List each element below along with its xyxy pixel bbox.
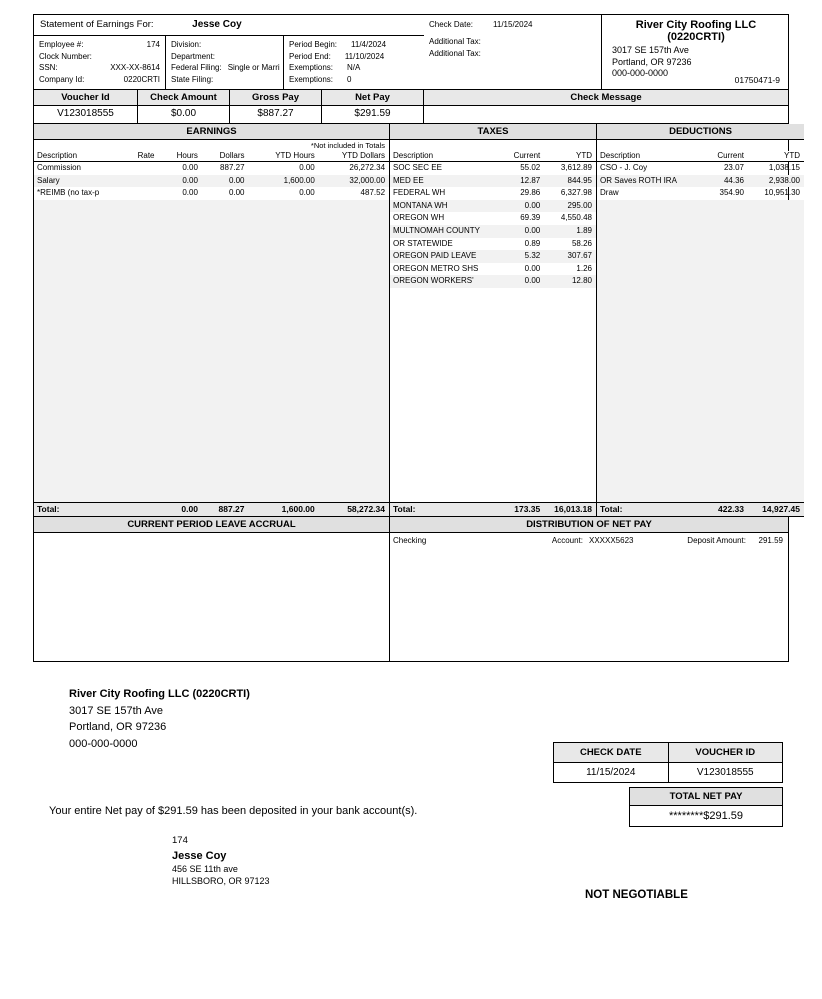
additional-tax-label-2: Additional Tax: bbox=[429, 49, 481, 58]
deductions-total-label: Total: bbox=[600, 503, 623, 514]
earnings-hours: 0.00 bbox=[182, 163, 198, 172]
deductions-note-spacer bbox=[597, 140, 804, 151]
payee-address-1: 456 SE 11th ave bbox=[172, 864, 238, 874]
employee-name: Jesse Coy bbox=[192, 19, 242, 30]
earnings-description: Salary bbox=[37, 175, 60, 185]
check-date-block bbox=[424, 15, 602, 89]
deduction-description: Draw bbox=[600, 188, 619, 198]
earnings-header-dollars: Dollars bbox=[219, 151, 245, 160]
earnings-rate bbox=[114, 162, 159, 175]
tax-description: MULTNOMAH COUNTY bbox=[393, 225, 480, 235]
tax-current: 0.00 bbox=[524, 200, 541, 210]
deduction-description: CSO - J. Coy bbox=[600, 163, 648, 172]
detail-section bbox=[34, 124, 800, 517]
table-row bbox=[390, 200, 596, 213]
check-date-voucher-table bbox=[553, 742, 783, 783]
table-row bbox=[390, 263, 596, 276]
tax-description: MED EE bbox=[393, 175, 424, 185]
spacer-row bbox=[597, 200, 804, 502]
earnings-total-label: Total: bbox=[37, 503, 60, 514]
earnings-note: *Not included in Totals bbox=[310, 141, 385, 150]
table-row bbox=[390, 162, 596, 175]
tax-ytd: 6,327.98 bbox=[560, 188, 592, 198]
tax-current: 29.86 bbox=[520, 188, 541, 198]
earnings-description: Commission bbox=[37, 163, 82, 172]
earnings-total-row bbox=[34, 502, 389, 517]
table-row bbox=[34, 162, 389, 175]
employee-number-value: 174 bbox=[146, 40, 160, 49]
spacer-row bbox=[390, 288, 596, 502]
earnings-ytd-dollars: 26,272.34 bbox=[349, 163, 386, 172]
deductions-header-description: Description bbox=[600, 151, 641, 160]
check-amount-header: Check Amount bbox=[138, 90, 229, 106]
check-company-phone: 000-000-0000 bbox=[69, 737, 138, 750]
clock-number-value bbox=[154, 51, 160, 63]
earnings-rows bbox=[34, 162, 389, 502]
check-amount-column bbox=[138, 90, 230, 123]
leave-accrual-body bbox=[34, 533, 389, 661]
earnings-dollars: 887.27 bbox=[220, 163, 245, 172]
deductions-header-ytd: YTD bbox=[784, 151, 800, 160]
exemptions-label-1: Exemptions: bbox=[289, 63, 334, 72]
company-address-1: 3017 SE 157th Ave bbox=[612, 45, 689, 55]
total-net-pay-label: TOTAL NET PAY bbox=[630, 788, 782, 806]
period-end-value: 11/10/2024 bbox=[344, 51, 385, 61]
employee-detail-grid bbox=[34, 36, 424, 89]
deduction-current: 44.36 bbox=[723, 175, 744, 185]
earnings-panel bbox=[34, 124, 390, 517]
check-amount-value: $0.00 bbox=[170, 108, 197, 119]
deductions-header-current: Current bbox=[717, 151, 744, 160]
ssn-value: XXX-XX-8614 bbox=[110, 63, 160, 72]
taxes-total-ytd: 16,013.18 bbox=[554, 503, 592, 514]
voucher-id-value: V123018555 bbox=[696, 767, 754, 778]
tax-ytd: 1.26 bbox=[576, 263, 592, 273]
earnings-ytd-hours: 0.00 bbox=[299, 188, 315, 198]
table-row bbox=[597, 187, 804, 200]
tax-ytd: 844.95 bbox=[567, 175, 592, 185]
earnings-header-description: Description bbox=[37, 151, 78, 160]
taxes-total-row bbox=[390, 502, 596, 517]
distribution-deposit-amount: 291.59 bbox=[758, 535, 783, 545]
check-date-voucher-header-row bbox=[554, 743, 782, 763]
earnings-header-rate: Rate bbox=[137, 151, 155, 160]
distribution-title: DISTRIBUTION OF NET PAY bbox=[390, 517, 788, 533]
deductions-rows bbox=[597, 162, 804, 502]
division-label: Division: bbox=[171, 40, 202, 49]
tax-description: OR STATEWIDE bbox=[393, 238, 453, 248]
earnings-column-headers bbox=[34, 151, 389, 162]
earnings-header-ytd-hours: YTD Hours bbox=[275, 151, 315, 160]
exemptions-value-1: N/A bbox=[347, 63, 361, 72]
table-row bbox=[34, 187, 389, 200]
deductions-panel bbox=[597, 124, 804, 517]
check-date-value: 11/15/2024 bbox=[554, 763, 669, 782]
distribution-panel bbox=[390, 517, 788, 661]
additional-tax-value-1 bbox=[590, 36, 596, 48]
taxes-total-label: Total: bbox=[393, 503, 416, 514]
taxes-header-description: Description bbox=[393, 151, 434, 160]
taxes-header-ytd: YTD bbox=[576, 151, 592, 160]
gross-pay-column bbox=[230, 90, 322, 123]
tax-ytd: 295.00 bbox=[567, 200, 592, 210]
exemptions-label-2: Exemptions: bbox=[289, 74, 334, 84]
taxes-rows bbox=[390, 162, 596, 502]
company-id-label: Company Id: bbox=[39, 74, 85, 84]
table-row bbox=[390, 187, 596, 200]
stub-header bbox=[34, 15, 788, 90]
check-advice-section bbox=[0, 668, 822, 998]
earnings-dollars: 0.00 bbox=[228, 188, 245, 198]
total-net-pay-value: ********$291.59 bbox=[668, 810, 743, 822]
earnings-ytd-dollars: 32,000.00 bbox=[349, 175, 386, 185]
earnings-hours: 0.00 bbox=[182, 188, 198, 198]
deduction-ytd: 10,951.30 bbox=[764, 188, 800, 198]
earnings-rate bbox=[114, 175, 159, 188]
taxes-title: TAXES bbox=[390, 124, 596, 140]
distribution-account-label: Account: bbox=[551, 535, 583, 545]
check-company-address-2: Portland, OR 97236 bbox=[69, 721, 167, 733]
exemptions-value-2: 0 bbox=[347, 74, 352, 84]
tax-description: OREGON WH bbox=[393, 213, 445, 223]
state-filing-label: State Filing: bbox=[171, 74, 214, 84]
tax-ytd: 1.89 bbox=[576, 225, 592, 235]
table-row bbox=[390, 533, 788, 545]
tax-current: 0.00 bbox=[524, 276, 541, 286]
tax-ytd: 12.80 bbox=[571, 276, 592, 286]
voucher-id-header: Voucher Id bbox=[34, 90, 137, 106]
check-company-address-1: 3017 SE 157th Ave bbox=[69, 704, 163, 717]
payee-name: Jesse Coy bbox=[172, 850, 227, 862]
distribution-body bbox=[390, 533, 788, 661]
employee-identity-column bbox=[34, 36, 166, 89]
earnings-header-hours: Hours bbox=[176, 151, 198, 160]
distribution-method: Checking bbox=[393, 535, 427, 545]
payee-employee-number: 174 bbox=[172, 835, 188, 846]
statement-for-label: Statement of Earnings For: bbox=[40, 19, 154, 30]
deduction-current: 354.90 bbox=[719, 188, 744, 198]
company-id-value: 0220CRTI bbox=[123, 74, 160, 84]
check-message-header: Check Message bbox=[424, 90, 788, 106]
department-label: Department: bbox=[171, 51, 216, 61]
earnings-total-dollars: 887.27 bbox=[218, 503, 245, 514]
voucher-id-value: V123018555 bbox=[57, 108, 114, 119]
ssn-label: SSN: bbox=[39, 63, 58, 72]
state-filing-value bbox=[272, 74, 278, 86]
net-pay-value: $291.59 bbox=[354, 108, 391, 119]
tax-description: SOC SEC EE bbox=[393, 163, 442, 172]
payee-address-2: HILLSBORO, OR 97123 bbox=[172, 876, 270, 886]
deductions-column-headers bbox=[597, 151, 804, 162]
gross-pay-header: Gross Pay bbox=[230, 90, 321, 106]
taxes-deductions-panel bbox=[390, 124, 804, 517]
division-column bbox=[166, 36, 284, 89]
not-negotiable-notice: NOT NEGOTIABLE bbox=[585, 889, 688, 901]
deduction-ytd: 1,038.15 bbox=[768, 163, 800, 172]
table-row bbox=[390, 225, 596, 238]
employee-header-block bbox=[34, 15, 424, 89]
leave-accrual-panel bbox=[34, 517, 390, 661]
earnings-dollars: 0.00 bbox=[228, 175, 245, 185]
tax-description: FEDERAL WH bbox=[393, 188, 446, 198]
earnings-description: *REIMB (no tax-p bbox=[37, 188, 100, 198]
earnings-header-ytd-dollars: YTD Dollars bbox=[341, 151, 386, 160]
taxes-column-headers bbox=[390, 151, 596, 162]
taxes-note-spacer bbox=[390, 140, 596, 151]
tax-current: 0.00 bbox=[524, 263, 541, 273]
period-column bbox=[284, 36, 424, 89]
check-company-address bbox=[69, 686, 250, 752]
total-net-pay-table bbox=[629, 787, 783, 827]
tax-ytd: 58.26 bbox=[571, 238, 592, 248]
tax-current: 69.39 bbox=[520, 213, 541, 223]
deductions-total-row bbox=[597, 502, 804, 517]
tax-description: MONTANA WH bbox=[393, 200, 448, 210]
taxes-total-current: 173.35 bbox=[514, 503, 541, 514]
deductions-title: DEDUCTIONS bbox=[597, 124, 804, 140]
additional-tax-label-1: Additional Tax: bbox=[429, 37, 481, 46]
net-pay-header: Net Pay bbox=[322, 90, 423, 106]
clock-number-label: Clock Number: bbox=[39, 51, 92, 61]
taxes-panel bbox=[390, 124, 597, 517]
leave-accrual-title: CURRENT PERIOD LEAVE ACCRUAL bbox=[34, 517, 389, 533]
distribution-deposit-label: Deposit Amount: bbox=[687, 535, 746, 545]
company-header-block bbox=[602, 15, 788, 89]
earnings-total-ytd-dollars: 58,272.34 bbox=[347, 503, 386, 514]
earnings-hours: 0.00 bbox=[182, 175, 198, 185]
tax-ytd: 307.67 bbox=[567, 251, 592, 261]
tax-ytd: 3,612.89 bbox=[560, 163, 592, 172]
deduction-ytd: 2,938.00 bbox=[768, 175, 800, 185]
tax-current: 12.87 bbox=[520, 175, 541, 185]
tax-ytd: 4,550.48 bbox=[560, 213, 592, 223]
earnings-total-rate bbox=[114, 503, 159, 516]
additional-tax-value-2 bbox=[590, 48, 596, 60]
net-pay-column bbox=[322, 90, 424, 123]
table-row bbox=[34, 175, 389, 188]
company-name: River City Roofing LLC (0220CRTI) bbox=[635, 19, 757, 43]
tax-current: 55.02 bbox=[520, 163, 541, 172]
net-pay-statement: Your entire Net pay of $291.59 has been deposited in your bank account(s). bbox=[49, 805, 418, 817]
document-number: 01750471-9 bbox=[734, 75, 780, 85]
earnings-ytd-hours: 1,600.00 bbox=[283, 175, 315, 185]
federal-filing-label: Federal Filing: bbox=[171, 63, 222, 72]
tax-current: 5.32 bbox=[524, 251, 541, 261]
company-phone: 000-000-0000 bbox=[612, 68, 669, 78]
check-date-voucher-value-row bbox=[554, 763, 782, 782]
earnings-title: EARNINGS bbox=[34, 124, 389, 140]
payee-block bbox=[172, 835, 270, 887]
earnings-ytd-hours: 0.00 bbox=[299, 163, 315, 172]
taxes-header-current: Current bbox=[513, 151, 541, 160]
voucher-id-header: VOUCHER ID bbox=[695, 747, 756, 758]
spacer-row bbox=[34, 200, 389, 502]
department-value bbox=[272, 51, 278, 63]
distribution-account-value: XXXXX5623 bbox=[589, 535, 634, 545]
voucher-id-column bbox=[34, 90, 138, 123]
check-date-label: Check Date: bbox=[429, 20, 474, 29]
tax-current: 0.00 bbox=[524, 225, 541, 235]
earnings-total-ytd-hours: 1,600.00 bbox=[281, 503, 315, 514]
check-date-value: 11/15/2024 bbox=[493, 20, 533, 29]
check-company-name: River City Roofing LLC (0220CRTI) bbox=[69, 688, 250, 700]
earnings-total-hours: 0.00 bbox=[181, 503, 198, 514]
deductions-total-current: 422.33 bbox=[718, 503, 744, 514]
period-begin-label: Period Begin: bbox=[289, 40, 338, 49]
check-message-value bbox=[424, 106, 788, 123]
bottom-section bbox=[34, 517, 788, 661]
deduction-current: 23.07 bbox=[723, 163, 744, 172]
division-value bbox=[272, 39, 278, 51]
table-row bbox=[390, 238, 596, 251]
table-row bbox=[597, 175, 804, 188]
table-row bbox=[390, 212, 596, 225]
tax-current: 0.89 bbox=[524, 238, 541, 248]
table-row bbox=[390, 175, 596, 188]
check-date-header: CHECK DATE bbox=[554, 743, 669, 762]
table-row bbox=[390, 250, 596, 263]
earnings-ytd-dollars: 487.52 bbox=[360, 188, 386, 198]
federal-filing-value: Single or Marri bbox=[227, 63, 280, 72]
earnings-rate bbox=[114, 187, 159, 200]
tax-description: OREGON PAID LEAVE bbox=[393, 251, 477, 261]
voucher-summary-band bbox=[34, 90, 788, 124]
period-begin-value: 11/4/2024 bbox=[351, 40, 387, 49]
period-end-label: Period End: bbox=[289, 51, 331, 61]
tax-description: OREGON WORKERS' bbox=[393, 276, 474, 286]
gross-pay-value: $887.27 bbox=[257, 108, 294, 119]
table-row bbox=[390, 275, 596, 288]
table-row bbox=[597, 162, 804, 175]
check-message-column bbox=[424, 90, 788, 123]
employee-number-label: Employee #: bbox=[39, 40, 84, 49]
statement-for-row bbox=[34, 15, 424, 36]
deductions-total-ytd: 14,927.45 bbox=[762, 503, 800, 514]
deduction-description: OR Saves ROTH IRA bbox=[600, 175, 677, 185]
earnings-statement-stub bbox=[33, 14, 800, 662]
company-address-2: Portland, OR 97236 bbox=[612, 56, 692, 67]
tax-description: OREGON METRO SHS bbox=[393, 263, 479, 273]
